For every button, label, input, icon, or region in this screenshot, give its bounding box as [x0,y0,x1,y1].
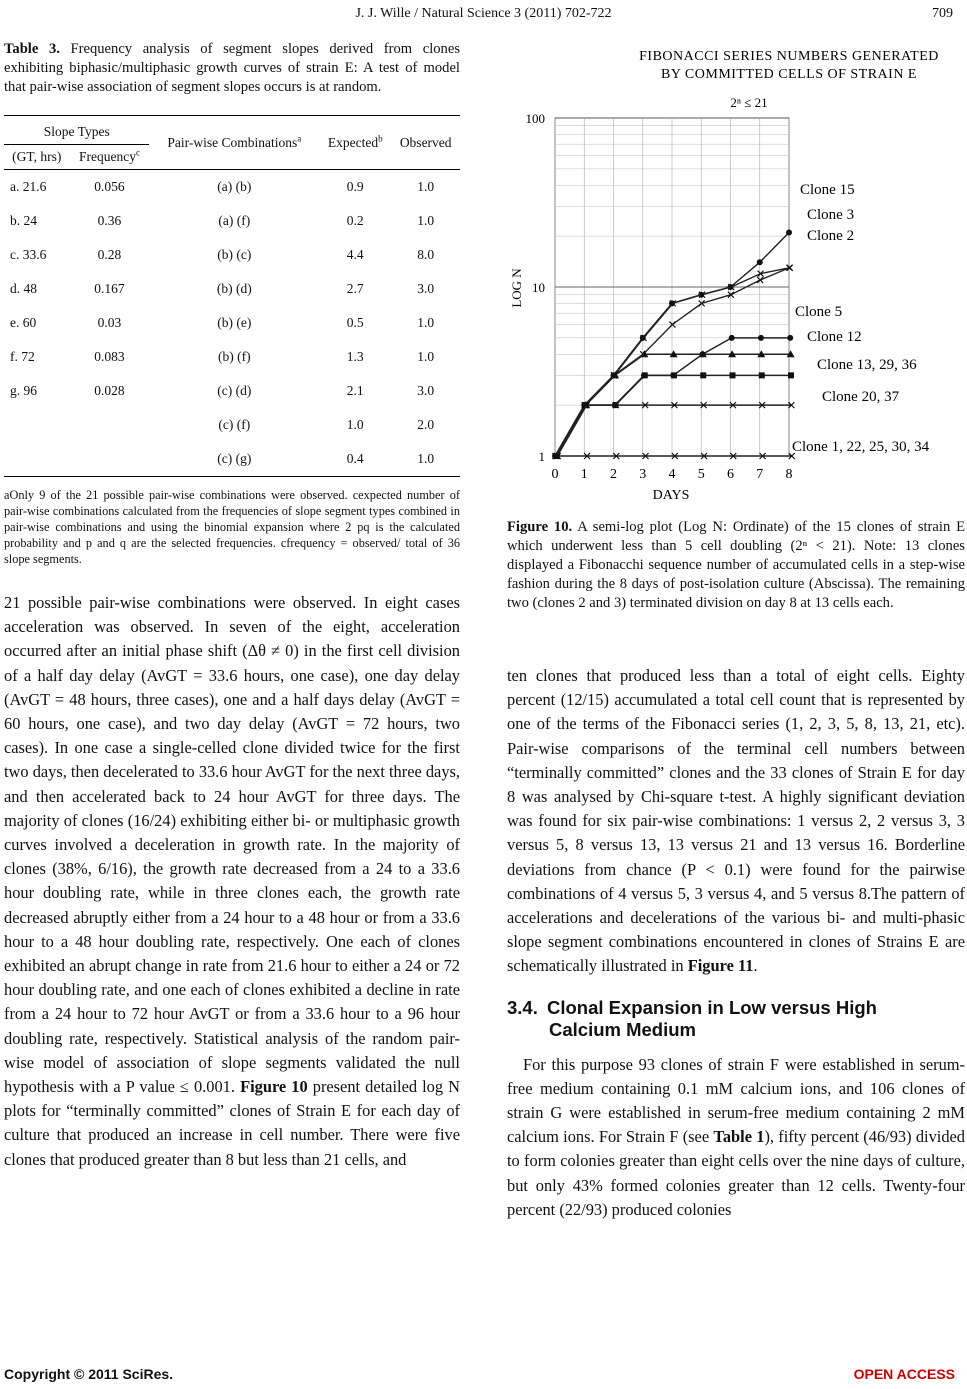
table-cell: 0.083 [94,349,125,364]
table-cell: 0.5 [346,315,364,330]
footer-open-access: OPEN ACCESS [853,1366,955,1382]
table-cell: 1.0 [417,213,435,228]
table-cell: 3.0 [417,281,435,296]
table-cell: (a) (b) [217,179,252,194]
table-cell: (c) (g) [217,451,252,466]
table3 [4,115,460,477]
table3-label: Table 3. [4,41,60,57]
table-cell: 1.3 [346,349,364,364]
data-point [729,335,735,341]
header-slope-types: Slope Types [4,116,149,145]
table-cell: 0.4 [346,451,364,466]
table3-caption-text: Frequency analysis of segment slopes derived from clones exhibiting biphasic/multiphasic growth curves of strain E: A test of model that pair-wise association of segment slopes occurs is at random. [4,41,460,95]
y-tick-label: 1 [538,449,545,464]
clone-label: Clone 12 [807,329,862,345]
table-cell: d. 48 [10,281,37,296]
figure10-ylabel: LOG N [509,268,524,308]
figure10-xlabel: DAYS [652,488,690,503]
table-row [4,170,460,205]
table-cell: 0.167 [94,281,125,296]
page-number: 709 [932,6,953,21]
x-tick-label: 3 [639,467,647,482]
data-point [700,372,706,378]
table-cell: 0.9 [346,179,364,194]
left-body-text: 21 possible pair-wise combinations were observed. In eight cases acceleration was observed. In seven of the eight, acceleration occurred after an initial phase shift (Δθ ≠ 0) in the first cell division of a half day delay (AvGT = 33.6 hours, one case), one day delay (AvGT = 48 hours, three cases), one and a half days delay (AvGT = 60 hours, one case), and two day delay (AvGT = 72 hours, two cases). In one case a single-celled clone divided twice for the first two days, then decelerated to 33.6 hour AvGT for the next three days, and then accelerated back to 24 hour AvGT for three days. The majority of clones (16/24) exhibiting either bi- or multiphasic growth curves involved a deceleration in growth rate. In the majority of clones (38%, 6/16), the growth rate decreased from a 24 to a 33.6 hour doubling rate, while in three clones each, the growth rate decreased abruptly either from a 24 hour to a 48 hour or from a 33.6 hour to a 48 hour doubling rate, respectively. One each of clones exhibited an abrupt change in rate from 21.6 hour to either a 24 or 72 hour doubling rate, and one each of clones exhibited a decline in rate from a 24 hour to 72 hour AvGT or from a 33.6 hour to a 96 hour doubling rate, respectively. Statistical analysis of the random pair-wise model of association of slope segments validated the null hypothesis with a P value ≤ 0.001. Figure 10 present detailed log N plots for “terminally committed” clones of Strain E for each day of culture that produced an increase in cell number. There were five clones that produced greater than 8 but less than 21 cells, and [4,593,460,1169]
figure10-caption-label: Figure 10. [507,519,573,535]
figure10-title-2: BY COMMITTED CELLS OF STRAIN E [661,67,917,82]
series-line [557,375,791,456]
table-cell: 0.03 [97,315,122,330]
table-row [4,340,460,374]
clone-label: Clone 15 [800,182,855,198]
x-tick-label: 2 [610,467,617,482]
clone-label: Clone 2 [807,228,855,244]
section-number: 3.4. [507,996,538,1018]
data-point [758,335,764,341]
table-cell: 0.028 [94,383,125,398]
table-cell: a. 21.6 [10,179,47,194]
figure10-chart [507,40,965,510]
table-cell: c. 33.6 [10,247,47,262]
table-cell: 2.1 [346,383,364,398]
table-cell: (b) (f) [217,349,251,364]
table-cell: 0.28 [97,247,122,262]
figure11-ref[interactable]: Figure 11 [687,956,754,976]
table-cell: f. 72 [10,349,35,364]
left-column [4,40,460,1172]
table-cell: 0.2 [346,213,364,228]
x-tick-label: 1 [580,467,588,482]
y-tick-label: 100 [525,111,545,126]
x-tick-label: 6 [727,467,734,482]
table-row [4,306,460,340]
x-tick-label: 0 [551,467,559,482]
data-point [730,372,736,378]
series-line [556,268,790,456]
table-cell: 1.0 [417,179,435,194]
table-cell: (b) (e) [217,315,252,330]
table-row [4,204,460,238]
table-cell: b. 24 [10,213,37,228]
data-point [671,372,677,378]
clone-label: Clone 13, 29, 36 [817,357,917,373]
table-cell: (c) (f) [218,417,251,432]
data-point [759,372,765,378]
table-cell [4,442,70,477]
right-column [507,664,965,1222]
x-tick-label: 7 [756,467,764,482]
table-row [4,374,460,408]
figure10-subtitle: 2ⁿ ≤ 21 [730,95,768,110]
data-point [642,372,648,378]
figure10-title: FIBONACCI SERIES NUMBERS GENERATED [639,49,939,64]
table3-notes: aOnly 9 of the 21 possible pair-wise combinations were observed. cexpected number of pair-wise combinations calculated from the frequencies of slope segment types combined in pair-wise combinations and using the binomial expansion where 2 pq is the calculated probability and p and q are the selected frequencies. cfrequency = observed/ total of 36 slope segments. [4,488,460,566]
section-title-2: Calcium Medium [549,1018,696,1040]
clone-label: Clone 3 [807,207,855,223]
table-cell: (b) (d) [216,281,252,296]
header-frequency: Frequency$^c$ [78,147,140,164]
section-title: Clonal Expansion in Low versus High [547,996,877,1018]
table-cell: 1.0 [417,315,435,330]
x-tick-label: 4 [668,467,676,482]
table-cell: 1.0 [417,349,435,364]
table-cell: (b) (c) [217,247,252,262]
footer-copyright: Copyright © 2011 SciRes. [4,1366,174,1382]
table-row [4,408,460,442]
table-cell: 8.0 [417,247,435,262]
section-heading [507,997,965,1041]
data-point [757,277,763,283]
x-tick-label: 8 [785,467,793,482]
figure10-caption-text: A semi-log plot (Log N: Ordinate) of the 15 clones of strain E which underwent less than 5 cell doubling (2ⁿ < 21). Note: 13 clones displayed a Fibonacchi sequence number of accumulated cells in a step-wise fashion during the 8 days of post-isolation culture (Abscissa). The remaining two (clones 2 and 3) terminated division on day 8 at 13 cells each. [507,519,966,611]
table-row [4,238,460,272]
right-body-text: ten clones that produced less than a total of eight cells. Eighty percent (12/15) accumulated a total cell count that is represented by one of the terms of the Fibonacci series (1, 2, 3, 5, 8, 13, 21, etc). Pair-wise comparisons of the terminal cell numbers between “terminally committed” clones and the 33 clones of Strain E for day 8 was analysed by Chi-square t-test. A highly significant deviation was found for six pair-wise combinations: 1 versus 2, 2 versus 3, 3 versus 5, 8 versus 13, 13 versus 21 and 13 versus 16. Borderline deviations from chance (P < 0.1) were found for the pairwise combinations of 4 versus 5, 3 versus 4, and 5 versus 8.The pattern of accelerations and decelerations of the various bi- and multi-phasic slope segment combinations encountered in clones of Strains E are schematically illustrated in Figure 11. [507,666,965,976]
table-cell: 0.36 [97,213,122,228]
header-observed: Observed [399,134,452,150]
y-tick-label: 10 [532,280,545,295]
clone-label: Clone 5 [795,304,843,320]
data-point [786,230,792,236]
header-pairwise: Pair-wise Combinations$^a$ [167,133,302,150]
data-point [788,372,794,378]
table-cell: 3.0 [417,383,435,398]
table-cell: 1.0 [417,451,435,466]
table-cell [70,442,150,477]
table-cell: e. 60 [10,315,37,330]
x-tick-label: 5 [697,467,705,482]
series-line [555,268,789,456]
data-point [787,335,793,341]
figure10-ref[interactable]: Figure 10 [240,1077,308,1097]
table-cell: (c) (d) [217,383,252,398]
table-cell: g. 96 [10,383,37,398]
table-row [4,272,460,306]
table-cell: 0.056 [94,179,125,194]
header-expected: Expected$^b$ [327,133,383,150]
table1-ref[interactable]: Table 1 [713,1127,765,1147]
table-cell [70,408,150,442]
header-gt: (GT, hrs) [12,149,62,164]
clone-label: Clone 1, 22, 25, 30, 34 [792,439,930,455]
table-cell: 1.0 [346,417,364,432]
data-point [757,259,763,265]
figure10 [507,40,966,611]
table-row [4,442,460,477]
series-line [557,405,791,456]
table-cell [4,408,70,442]
table-cell: (a) (f) [218,213,251,228]
running-header: J. J. Wille / Natural Science 3 (2011) 702-722 [355,6,612,21]
table-cell: 2.7 [346,281,364,296]
table-cell: 4.4 [346,247,364,262]
table3-caption [4,40,460,97]
table-cell: 2.0 [417,417,435,432]
clone-label: Clone 20, 37 [822,389,900,405]
figure10-caption [507,518,965,613]
section-body-text: For this purpose 93 clones of strain F were established in serum-free medium containing 0.1 mM calcium ions, and 106 clones of strain G were established in serum-free medium containing 2 mM calcium ions. For Strain F (see Table 1), fifty percent (46/93) divided to form colonies greater than eight cells over the nine days of culture, but only 43% formed colonies greater than 12 cells. Twenty-four percent (22/93) produced colonies [507,1054,965,1219]
